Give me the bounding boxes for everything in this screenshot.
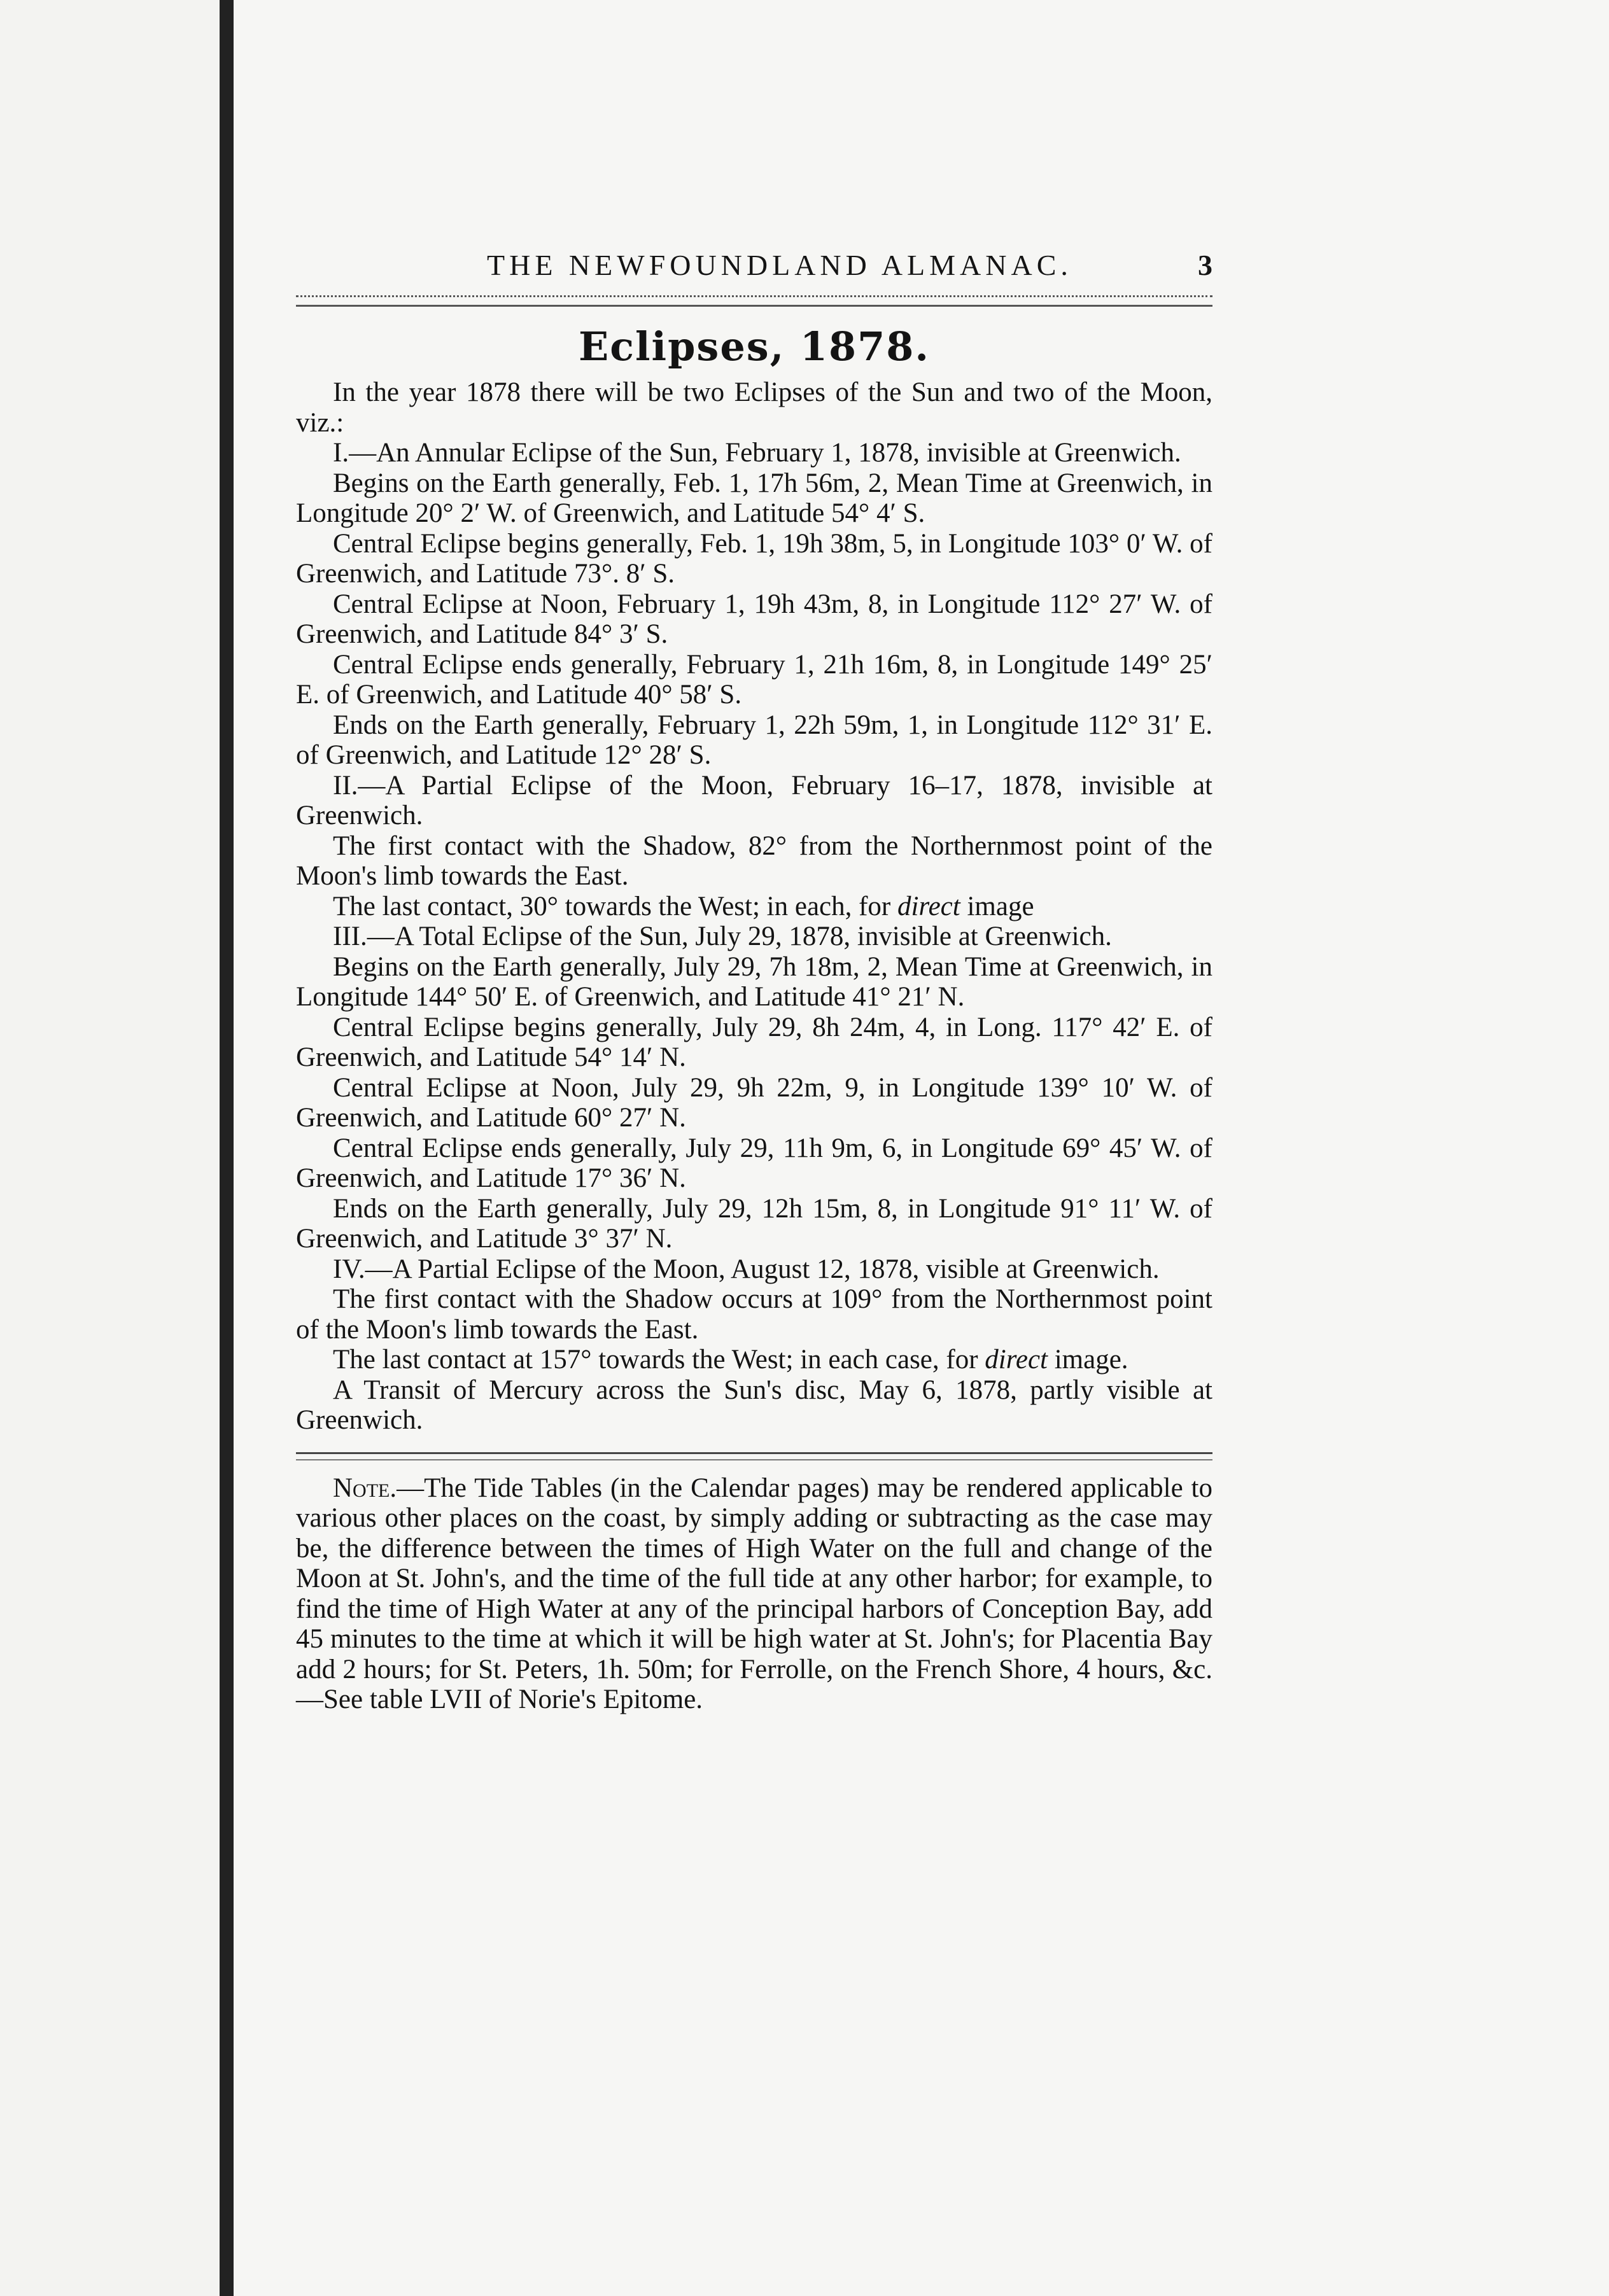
text-run: The last contact, 30° towards the West; in each, for [333,891,898,921]
paragraph-last-contact [296,1345,1212,1375]
paragraph-intro: In the year 1878 there will be two Eclipses of the Sun and two of the Moon, viz.: [296,377,1212,438]
page-number: 3 [1198,249,1212,281]
text-run: image [960,891,1034,921]
paragraph: Ends on the Earth generally, February 1, 22h 59m, 1, in Longitude 112° 31′ E. of Greenwich, and Latitude 12° 28′ S. [296,710,1212,770]
italic-run: direct [985,1345,1048,1375]
section-divider [296,1452,1212,1460]
eclipse-text [296,377,1212,1436]
book-gutter [220,0,234,2296]
note-label: Note. [333,1473,397,1503]
paragraph: Central Eclipse at Noon, July 29, 9h 22m, 9, in Longitude 139° 10′ W. of Greenwich, and Latitude 60° 27′ N. [296,1072,1212,1133]
running-head [296,248,1212,293]
note-paragraph [296,1473,1212,1715]
paragraph: The first contact with the Shadow, 82° from the Northernmost point of the Moon's limb towards the East. [296,830,1212,891]
text-run: image. [1047,1345,1128,1375]
section-heading: Eclipses, 1878. [578,323,931,370]
paragraph: Central Eclipse ends generally, July 29, 11h 9m, 6, in Longitude 69° 45′ W. of Greenwich, and Latitude 17° 36′ N. [296,1133,1212,1193]
note-text: —The Tide Tables (in the Calendar pages) may be rendered applicable to various other places on the coast, by simply adding or subtracting as the case may be, the difference between the times of High Water on the full and change of the Moon at St. John's, and the time of the full tide at any other harbor; for example, to find the time of High Water at any of the principal harbors of Conception Bay, add 45 minutes to the time at which it will be high water at St. John's; for Placentia Bay add 2 hours; for St. Peters, 1h. 50m; for Ferrolle, on the French Shore, 4 hours, &c.—See table LVII of Norie's Epitome. [296,1473,1212,1714]
paragraph: Central Eclipse begins generally, Feb. 1, 19h 38m, 5, in Longitude 103° 0′ W. of Greenwich, and Latitude 73°. 8′ S. [296,528,1212,589]
page [234,0,1609,2296]
running-head-title: THE NEWFOUNDLAND ALMANAC. [487,249,1072,281]
italic-run: direct [897,891,960,921]
paragraph-eclipse-2: II.—A Partial Eclipse of the Moon, February 16–17, 1878, invisible at Greenwich. [296,770,1212,830]
paragraph: Central Eclipse at Noon, February 1, 19h 43m, 8, in Longitude 112° 27′ W. of Greenwich, and Latitude 84° 3′ S. [296,589,1212,649]
paragraph-last-contact [296,892,1212,922]
text-column [296,248,1212,1715]
paragraph-transit: A Transit of Mercury across the Sun's disc, May 6, 1878, partly visible at Greenwich. [296,1375,1212,1435]
paragraph: The first contact with the Shadow occurs at 109° from the Northernmost point of the Moon's limb towards the East. [296,1284,1212,1345]
paragraph-eclipse-4: IV.—A Partial Eclipse of the Moon, August 12, 1878, visible at Greenwich. [333,1254,1160,1284]
paragraph: Central Eclipse begins generally, July 29, 8h 24m, 4, in Long. 117° 42′ E. of Greenwich, and Latitude 54° 14′ N. [296,1012,1212,1072]
paragraph: Begins on the Earth generally, July 29, 7h 18m, 2, Mean Time at Greenwich, in Longitude 144° 50′ E. of Greenwich, and Latitude 41° 21′ N. [296,951,1212,1012]
paragraph-eclipse-3: III.—A Total Eclipse of the Sun, July 29, 1878, invisible at Greenwich. [333,921,1112,951]
paragraph: Begins on the Earth generally, Feb. 1, 17h 56m, 2, Mean Time at Greenwich, in Longitude 20° 2′ W. of Greenwich, and Latitude 54° 4′ S. [296,468,1212,528]
facing-page [0,0,220,2296]
text-run: The last contact at 157° towards the West; in each case, for [333,1345,985,1375]
header-rule [296,295,1212,307]
paragraph: Central Eclipse ends generally, February 1, 21h 16m, 8, in Longitude 149° 25′ E. of Greenwich, and Latitude 40° 58′ S. [296,649,1212,710]
paragraph: Ends on the Earth generally, July 29, 12h 15m, 8, in Longitude 91° 11′ W. of Greenwich, and Latitude 3° 37′ N. [296,1193,1212,1254]
paragraph-eclipse-1: I.—An Annular Eclipse of the Sun, February 1, 1878, invisible at Greenwich. [333,438,1181,468]
